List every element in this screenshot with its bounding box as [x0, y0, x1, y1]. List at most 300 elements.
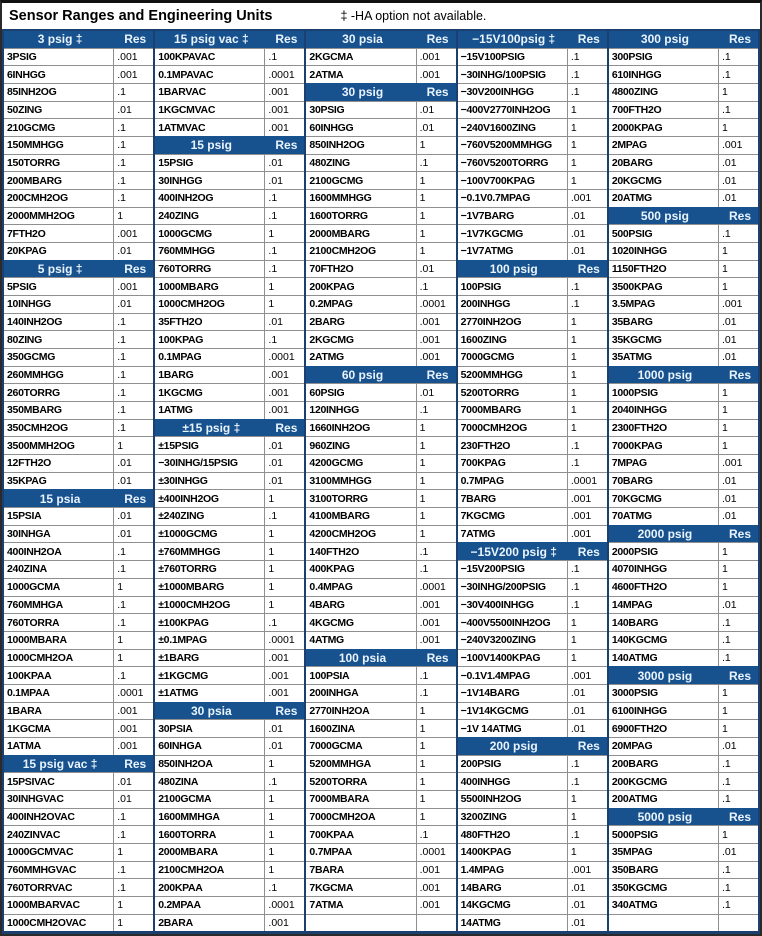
table-row	[155, 489, 304, 507]
res-header-label: Res	[275, 703, 298, 718]
unit-code-cell: 3100TORRG	[306, 490, 416, 507]
table-row	[306, 772, 455, 790]
unit-code-cell: 140KGCMG	[609, 632, 719, 649]
unit-code-cell: 0.2MPAA	[155, 897, 265, 914]
resolution-cell: .1	[268, 510, 278, 523]
unit-code-cell: 120INHGG	[306, 402, 416, 419]
section-header-label: 300 psig	[609, 31, 722, 48]
unit-code-cell: 4070INHGG	[609, 561, 719, 578]
table-row	[306, 171, 455, 189]
unit-code-cell: 760MMHGVAC	[4, 862, 114, 879]
unit-code-cell: −0.1V0.7MPAG	[458, 190, 568, 207]
table-row	[155, 737, 304, 755]
resolution-cell: .1	[722, 68, 731, 81]
unit-code-cell: 140ATMG	[609, 650, 719, 667]
resolution-cell: 1	[268, 280, 275, 293]
section-header-label: 100 psig	[458, 261, 571, 278]
resolution-cell: 1	[268, 793, 275, 806]
unit-code-cell: −240V1600ZING	[458, 119, 568, 136]
unit-code-cell: 35ATMG	[609, 349, 719, 366]
unit-code-cell: 150MMHGG	[4, 137, 114, 154]
table-row	[306, 631, 455, 649]
unit-code-cell: 1000CMH2OVAC	[4, 915, 114, 932]
resolution-cell: .1	[722, 51, 731, 63]
resolution-cell: .001	[268, 687, 289, 700]
unit-code-cell: −15V100PSIG	[458, 49, 568, 66]
table-row	[306, 313, 455, 331]
table-row	[155, 366, 304, 384]
resolution-cell: 1	[117, 439, 124, 452]
table-column-4	[458, 31, 609, 931]
table-row	[609, 136, 758, 154]
unit-code-cell: 1BARVAC	[155, 84, 265, 101]
table-row	[609, 596, 758, 614]
table-row	[458, 295, 607, 313]
unit-code-cell: 20BARG	[609, 155, 719, 172]
table-row	[609, 843, 758, 861]
table-row	[609, 419, 758, 437]
unit-code-cell: 60INHGA	[155, 738, 265, 755]
table-row	[306, 295, 455, 313]
unit-code-cell: 2100GCMA	[155, 791, 265, 808]
unit-code-cell: 2100CMH2OG	[306, 243, 416, 260]
resolution-cell: .1	[570, 439, 580, 452]
table-row	[4, 666, 153, 684]
table-row	[458, 330, 607, 348]
unit-code-cell: ±0.1MPAG	[155, 632, 265, 649]
table-row	[306, 808, 455, 826]
resolution-cell: .001	[117, 740, 138, 753]
unit-code-cell: −1V7ATMG	[458, 243, 568, 260]
resolution-cell: 1	[570, 651, 577, 664]
table-row	[306, 189, 455, 207]
unit-code-cell: 14ATMG	[458, 915, 568, 932]
table-row	[155, 295, 304, 313]
resolution-cell: 1	[722, 386, 728, 399]
table-row	[458, 790, 607, 808]
table-row	[155, 277, 304, 295]
resolution-cell: .1	[419, 157, 429, 170]
resolution-cell: .01	[722, 333, 737, 346]
table-row	[609, 578, 758, 596]
resolution-cell: .1	[722, 227, 731, 240]
section-header-row	[4, 31, 153, 48]
resolution-cell: .001	[268, 86, 289, 99]
table-row	[155, 914, 304, 932]
unit-code-cell: 3.5MPAG	[609, 296, 719, 313]
section-header-row	[306, 83, 455, 101]
unit-code-cell: 760TORRG	[155, 261, 265, 278]
table-row	[609, 472, 758, 490]
unit-code-cell: 1000GCMG	[155, 225, 265, 242]
table-row	[458, 472, 607, 490]
table-row	[458, 436, 607, 454]
resolution-cell: 1	[268, 545, 275, 558]
unit-code-cell: 850INH2OA	[155, 756, 265, 773]
resolution-cell: 1	[722, 687, 728, 700]
table-row	[306, 48, 455, 66]
section-header-row	[4, 489, 153, 507]
table-row	[4, 631, 153, 649]
table-row	[306, 613, 455, 631]
resolution-cell: .01	[570, 687, 586, 700]
table-row	[4, 719, 153, 737]
table-row	[609, 330, 758, 348]
section-header-row	[609, 31, 758, 48]
unit-code-cell: 5200MMHGA	[306, 756, 416, 773]
unit-code-cell: 7000MBARG	[458, 402, 568, 419]
resolution-cell: 1	[268, 563, 275, 576]
resolution-cell: .1	[570, 280, 580, 293]
unit-code-cell: 7ATMA	[306, 897, 416, 914]
resolution-cell: .1	[570, 298, 580, 311]
resolution-cell: .1	[722, 104, 731, 117]
unit-code-cell: 200MBARG	[4, 172, 114, 189]
resolution-cell: .001	[722, 457, 743, 470]
unit-code-cell: 80ZING	[4, 331, 114, 348]
unit-code-cell: 700KPAG	[458, 455, 568, 472]
unit-code-cell: 240ZINA	[4, 561, 114, 578]
table-row	[4, 878, 153, 896]
table-row	[306, 419, 455, 437]
unit-code-cell: 140INH2OG	[4, 314, 114, 331]
resolution-cell: 1	[722, 121, 728, 134]
table-row	[458, 808, 607, 826]
resolution-cell: .01	[117, 793, 132, 806]
resolution-cell: 1	[419, 245, 426, 258]
resolution-cell: .1	[722, 881, 731, 894]
resolution-cell: .001	[268, 404, 289, 417]
unit-code-cell: 1600MMHGG	[306, 190, 416, 207]
table-row	[306, 578, 455, 596]
unit-code-cell: 5200MMHGG	[458, 367, 568, 384]
table-row	[155, 224, 304, 242]
unit-code-cell: 0.1MPAG	[155, 349, 265, 366]
unit-code-cell: 350CMH2OG	[4, 420, 114, 437]
unit-code-cell: 1KGCMA	[4, 720, 114, 737]
table-row	[155, 560, 304, 578]
unit-code-cell: 70BARG	[609, 473, 719, 490]
res-header-label: Res	[577, 262, 600, 277]
resolution-cell: 1	[570, 316, 577, 329]
resolution-cell: .001	[268, 916, 289, 929]
table-row	[609, 277, 758, 295]
table-row	[4, 118, 153, 136]
table-row	[458, 878, 607, 896]
table-row	[306, 507, 455, 525]
unit-code-cell: 35FTH2O	[155, 314, 265, 331]
table-row	[609, 242, 758, 260]
resolution-cell: 1	[722, 545, 728, 558]
unit-code-cell: 2KGCMG	[306, 331, 416, 348]
unit-code-cell: 30INHGVAC	[4, 791, 114, 808]
resolution-cell: .001	[419, 68, 441, 81]
resolution-cell: .1	[117, 863, 126, 876]
unit-code-cell: −760V5200TORRG	[458, 155, 568, 172]
resolution-cell: .01	[419, 263, 435, 276]
table-row	[4, 401, 153, 419]
section-header-label: 100 psia	[306, 650, 419, 667]
res-header-label: Res	[729, 809, 752, 824]
resolution-cell: .1	[570, 581, 580, 594]
resolution-cell: .001	[117, 68, 138, 81]
table-row	[4, 277, 153, 295]
table-row	[4, 560, 153, 578]
section-header-label: 200 psig	[458, 738, 571, 755]
section-header-label: 5000 psig	[609, 809, 722, 826]
table-row	[458, 48, 607, 66]
resolution-cell: 1	[268, 598, 275, 611]
resolution-cell: .1	[117, 351, 126, 364]
resolution-cell: .1	[570, 51, 580, 63]
unit-code-cell: 1600TORRA	[155, 826, 265, 843]
table-row	[155, 684, 304, 702]
table-row	[609, 631, 758, 649]
table-row	[306, 242, 455, 260]
section-header-row	[306, 649, 455, 667]
resolution-cell: .1	[570, 775, 580, 788]
unit-code-cell: 240ZING	[155, 208, 265, 225]
resolution-cell: .001	[268, 651, 289, 664]
resolution-cell: 1	[722, 439, 728, 452]
unit-code-cell: 6INHGG	[4, 66, 114, 83]
unit-code-cell: 4100MBARG	[306, 508, 416, 525]
res-header-label: Res	[124, 32, 147, 47]
unit-code-cell: 1000MBARA	[4, 632, 114, 649]
resolution-cell: 1	[722, 722, 728, 735]
resolution-cell: .1	[268, 263, 278, 276]
unit-code-cell: −400V2770INH2OG	[458, 102, 568, 119]
table-row	[306, 666, 455, 684]
table-row	[458, 83, 607, 101]
unit-code-cell: 200INHGA	[306, 685, 416, 702]
res-header-label: Res	[577, 544, 600, 559]
resolution-cell: .001	[117, 722, 138, 735]
table-row	[4, 154, 153, 172]
resolution-cell: .1	[117, 316, 126, 329]
resolution-cell: .01	[419, 386, 435, 399]
table-row	[4, 171, 153, 189]
table-row	[4, 613, 153, 631]
res-header-label: Res	[275, 32, 298, 47]
table-row	[609, 719, 758, 737]
table-row	[155, 313, 304, 331]
table-row	[155, 808, 304, 826]
table-row	[458, 118, 607, 136]
resolution-cell: .1	[419, 404, 429, 417]
resolution-cell: 1	[419, 492, 426, 505]
section-header-row	[458, 260, 607, 278]
unit-code-cell: 2ATMG	[306, 349, 416, 366]
resolution-cell: .1	[268, 210, 278, 223]
unit-code-cell: ±1000GCMG	[155, 526, 265, 543]
unit-code-cell: 200CMH2OG	[4, 190, 114, 207]
unit-code-cell: 7000CMH2OA	[306, 809, 416, 826]
table-row	[155, 65, 304, 83]
unit-code-cell: 1000GCMVAC	[4, 844, 114, 861]
table-row	[458, 596, 607, 614]
unit-code-cell: 2770INH2OG	[458, 314, 568, 331]
table-row	[155, 171, 304, 189]
unit-code-cell: 30INHGA	[4, 526, 114, 543]
unit-code-cell: 1400KPAG	[458, 844, 568, 861]
table-row	[458, 843, 607, 861]
resolution-cell: 1	[570, 810, 577, 823]
table-row	[458, 825, 607, 843]
section-header-label: 15 psia	[4, 490, 117, 507]
table-row	[306, 790, 455, 808]
resolution-cell: 1	[268, 863, 275, 876]
table-row	[4, 914, 153, 932]
resolution-cell: .01	[117, 457, 132, 470]
unit-code-cell: 1BARG	[155, 367, 265, 384]
table-row	[4, 136, 153, 154]
unit-code-cell: 1KGCMVAC	[155, 102, 265, 119]
unit-code-cell: 5000PSIG	[609, 826, 719, 843]
unit-code-cell: −1V14KGCMG	[458, 703, 568, 720]
table-row	[458, 914, 607, 932]
resolution-cell: .0001	[268, 68, 295, 81]
section-header-row	[609, 366, 758, 384]
resolution-cell: .1	[117, 545, 126, 558]
table-row	[609, 560, 758, 578]
unit-code-cell: 2000KPAG	[609, 119, 719, 136]
table-row	[609, 65, 758, 83]
unit-code-cell: 1000CMH2OG	[155, 296, 265, 313]
title-bar	[2, 3, 760, 29]
resolution-cell: 1	[419, 810, 426, 823]
table-row	[155, 436, 304, 454]
table-row	[155, 330, 304, 348]
section-header-label: 15 psig vac ‡	[155, 31, 268, 48]
table-row	[458, 366, 607, 384]
unit-code-cell: 960ZING	[306, 437, 416, 454]
unit-code-cell: 350GCMG	[4, 349, 114, 366]
section-header-label: 15 psig	[155, 137, 268, 154]
table-row	[609, 454, 758, 472]
table-row	[4, 525, 153, 543]
unit-code-cell: 850INH2OG	[306, 137, 416, 154]
section-header-row	[306, 366, 455, 384]
table-row	[306, 525, 455, 543]
resolution-cell: .1	[117, 139, 126, 152]
table-row	[458, 242, 607, 260]
resolution-cell: .01	[268, 740, 284, 753]
resolution-cell: .01	[722, 174, 737, 187]
table-row	[155, 454, 304, 472]
resolution-cell: 1	[570, 404, 577, 417]
unit-code-cell: ±240ZING	[155, 508, 265, 525]
unit-code-cell: 15PSIVAC	[4, 773, 114, 790]
unit-code-cell: ±1000CMH2OG	[155, 597, 265, 614]
resolution-cell: .0001	[419, 298, 446, 311]
resolution-cell: 1	[570, 634, 577, 647]
unit-code-cell: 2000MMH2OG	[4, 208, 114, 225]
resolution-cell: .001	[268, 104, 289, 117]
unit-code-cell: 480ZINA	[155, 773, 265, 790]
unit-code-cell: 140FTH2O	[306, 543, 416, 560]
unit-code-cell: 500PSIG	[609, 225, 719, 242]
unit-code-cell: 200BARG	[609, 756, 719, 773]
table-row	[609, 737, 758, 755]
resolution-cell: 1	[722, 404, 728, 417]
resolution-cell: .01	[570, 227, 586, 240]
unit-code-cell: 7000GCMA	[306, 738, 416, 755]
unit-code-cell: 2000MBARG	[306, 225, 416, 242]
unit-code-cell: 35KGCMG	[609, 331, 719, 348]
table-row	[306, 684, 455, 702]
resolution-cell: 1	[570, 369, 577, 382]
unit-code-cell: 1000PSIG	[609, 384, 719, 401]
unit-code-cell: 0.1MPAA	[4, 685, 114, 702]
resolution-cell: 1	[570, 139, 577, 152]
resolution-cell: .001	[419, 333, 441, 346]
table-row	[4, 737, 153, 755]
resolution-cell: .01	[570, 722, 586, 735]
unit-code-cell: −0.1V1.4MPAG	[458, 667, 568, 684]
table-row	[458, 277, 607, 295]
resolution-cell: 1	[419, 775, 426, 788]
resolution-cell: .1	[117, 422, 126, 435]
table-row	[458, 419, 607, 437]
unit-code-cell: 7BARA	[306, 862, 416, 879]
table-row	[155, 896, 304, 914]
unit-code-cell: 480ZING	[306, 155, 416, 172]
table-row	[458, 401, 607, 419]
table-row	[4, 383, 153, 401]
table-row	[155, 101, 304, 119]
table-row	[155, 154, 304, 172]
table-row	[609, 790, 758, 808]
section-header-row	[306, 31, 455, 48]
unit-code-cell: 70ATMG	[609, 508, 719, 525]
resolution-cell: .1	[419, 280, 429, 293]
unit-code-cell: 350KGCMG	[609, 879, 719, 896]
table-row	[609, 702, 758, 720]
section-header-label: ±15 psig ‡	[155, 420, 268, 437]
table-row	[306, 118, 455, 136]
resolution-cell	[719, 915, 758, 932]
unit-code-cell: ±760TORRG	[155, 561, 265, 578]
table-row	[155, 578, 304, 596]
unit-code-cell: 200KPAG	[306, 278, 416, 295]
resolution-cell: 1	[419, 793, 426, 806]
resolution-cell: .001	[419, 616, 441, 629]
resolution-cell: 1	[419, 227, 426, 240]
table-row	[4, 83, 153, 101]
resolution-cell: .0001	[419, 581, 446, 594]
resolution-cell: .0001	[419, 846, 446, 859]
unit-code-cell: 400KPAG	[306, 561, 416, 578]
unit-code-cell: 400INH2OA	[4, 543, 114, 560]
unit-code-cell: 760TORRA	[4, 614, 114, 631]
resolution-cell: .01	[722, 492, 737, 505]
resolution-cell: 1	[570, 333, 577, 346]
resolution-cell: 1	[268, 846, 275, 859]
unit-code-cell: ±400INH2OG	[155, 490, 265, 507]
table-row	[609, 896, 758, 914]
unit-code-cell: 350MBARG	[4, 402, 114, 419]
unit-code-cell: 760MMHGA	[4, 597, 114, 614]
unit-code-cell: −30V400INHGG	[458, 597, 568, 614]
resolution-cell: .1	[268, 775, 278, 788]
resolution-cell: .01	[268, 316, 284, 329]
resolution-cell: 1	[419, 422, 426, 435]
resolution-cell: .001	[570, 510, 592, 523]
resolution-cell: .01	[722, 846, 737, 859]
table-row	[4, 366, 153, 384]
unit-code-cell: 12FTH2O	[4, 455, 114, 472]
